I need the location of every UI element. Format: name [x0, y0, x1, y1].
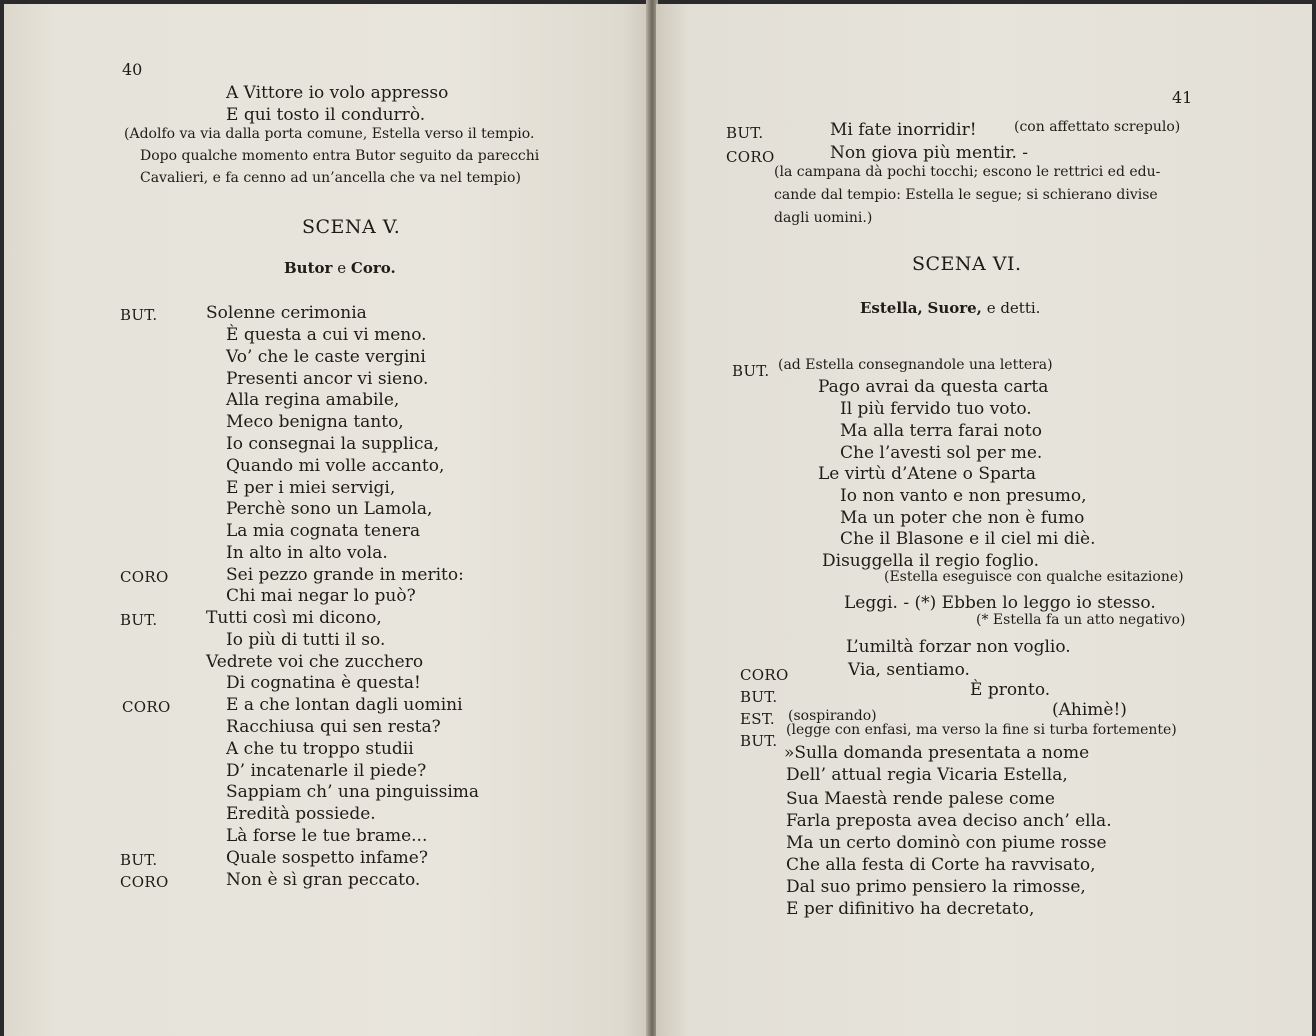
verse-line: Disuggella il regio foglio. [822, 551, 1040, 571]
verse-line: Alla regina amabile, [226, 390, 400, 410]
verse-line: Racchiusa qui sen resta? [226, 717, 441, 737]
speaker-label: BUT. [740, 732, 778, 750]
speaker-label: BUT. [120, 611, 158, 629]
aside-direction: (con affettato screpulo) [1014, 119, 1181, 135]
verse-line: A Vittore io volo appresso [226, 83, 449, 103]
speaker-label: BUT. [120, 851, 158, 869]
verse-line: Sei pezzo grande in merito: [226, 565, 464, 585]
speaker-label: CORO [120, 568, 169, 586]
right-page [656, 4, 1312, 1036]
verse-line: Pago avrai da questa carta [818, 377, 1049, 397]
stage-direction: (* Estella fa un atto negativo) [976, 612, 1186, 628]
verse-line: Dal suo primo pensiero la rimosse, [786, 877, 1086, 897]
stage-direction: Cavalieri, e fa cenno ad un’ancella che va nel tempio) [140, 170, 521, 186]
verse-line: Io consegnai la supplica, [226, 434, 439, 454]
page-number: 41 [1172, 88, 1193, 107]
verse-line: E per difinitivo ha decretato, [786, 899, 1035, 919]
verse-line: E per i miei servigi, [226, 478, 396, 498]
verse-line: La mia cognata tenera [226, 521, 421, 541]
stage-direction: (ad Estella consegnandole una lettera) [778, 357, 1053, 373]
left-page [4, 4, 648, 1036]
verse-line: Non giova più mentir. - [830, 143, 1029, 163]
verse-line: L’umiltà forzar non voglio. [846, 637, 1071, 657]
verse-line: Ma un poter che non è fumo [840, 508, 1085, 528]
verse-line: Io non vanto e non presumo, [840, 486, 1087, 506]
verse-line: Ma alla terra farai noto [840, 421, 1042, 441]
verse-line: D’ incatenarle il piede? [226, 761, 427, 781]
verse-line: Meco benigna tanto, [226, 412, 404, 432]
verse-line: Il più fervido tuo voto. [840, 399, 1032, 419]
verse-line: Di cognatina è questa! [226, 673, 421, 693]
verse-line: Dell’ attual regia Vicaria Estella, [786, 765, 1068, 785]
speaker-label: BUT. [732, 362, 770, 380]
speaker-label: CORO [740, 666, 789, 684]
speaker-label: CORO [120, 873, 169, 891]
characters-line: Estella, Suore, e detti. [860, 299, 1041, 317]
verse-line: Sua Maestà rende palese come [786, 789, 1055, 809]
verse-line: In alto in alto vola. [226, 543, 388, 563]
verse-line: È questa a cui vi meno. [226, 325, 427, 345]
verse-line: Vedrete voi che zucchero [206, 652, 424, 672]
speaker-label: BUT. [726, 124, 764, 142]
verse-line: È pronto. [970, 680, 1051, 700]
verse-line: Vo’ che le caste vergini [226, 347, 426, 367]
stage-direction: (legge con enfasi, ma verso la fine si turba fortemente) [786, 722, 1177, 738]
speaker-label: CORO [726, 148, 775, 166]
verse-line: E a che lontan dagli uomini [226, 695, 463, 715]
stage-direction: (sospirando) [788, 708, 877, 724]
speaker-label: BUT. [740, 688, 778, 706]
verse-line: Io più di tutti il so. [226, 630, 386, 650]
verse-line: Leggi. - (*) Ebben lo leggo io stesso. [844, 593, 1156, 613]
speaker-label: BUT. [120, 306, 158, 324]
verse-line: Via, sentiamo. [848, 660, 970, 680]
stage-direction: dagli uomini.) [774, 210, 873, 226]
verse-line: Farla preposta avea deciso anch’ ella. [786, 811, 1112, 831]
speaker-label: EST. [740, 710, 775, 728]
verse-line: Che alla festa di Corte ha ravvisato, [786, 855, 1096, 875]
verse-line: »Sulla domanda presentata a nome [784, 743, 1090, 763]
speaker-label: CORO [122, 698, 171, 716]
verse-line: A che tu troppo studii [226, 739, 414, 759]
verse-line: Chi mai negar lo può? [226, 586, 416, 606]
stage-direction: (Estella eseguisce con qualche esitazione) [884, 569, 1184, 585]
stage-direction: Dopo qualche momento entra Butor seguito da parecchi [140, 148, 540, 164]
verse-line: Mi fate inorridir! [830, 120, 977, 140]
verse-line: Solenne cerimonia [206, 303, 367, 323]
scene-title: SCENA V. [302, 216, 401, 238]
verse-line: Che l’avesti sol per me. [840, 443, 1043, 463]
verse-line: Non è sì gran peccato. [226, 870, 421, 890]
scene-title: SCENA VI. [912, 253, 1022, 275]
characters-line: Butor e Coro. [284, 259, 396, 277]
verse-line: Presenti ancor vi sieno. [226, 369, 429, 389]
verse-line: Le virtù d’Atene o Sparta [818, 464, 1037, 484]
verse-line: Quale sospetto infame? [226, 848, 428, 868]
verse-line: (Ahimè!) [1052, 700, 1127, 720]
verse-line: Perchè sono un Lamola, [226, 499, 433, 519]
verse-line: Eredità possiede. [226, 804, 376, 824]
stage-direction: (Adolfo va via dalla porta comune, Estella verso il tempio. [124, 126, 535, 142]
page-number: 40 [122, 60, 143, 79]
verse-line: Che il Blasone e il ciel mi diè. [840, 529, 1096, 549]
verse-line: Tutti così mi dicono, [206, 608, 382, 628]
verse-line: Quando mi volle accanto, [226, 456, 445, 476]
stage-direction: cande dal tempio: Estella le segue; si schierano divise [774, 187, 1158, 203]
verse-line: E qui tosto il condurrò. [226, 105, 426, 125]
verse-line: Sappiam ch’ una pinguissima [226, 782, 480, 802]
stage-direction: (la campana dà pochi tocchi; escono le rettrici ed edu- [774, 164, 1161, 180]
verse-line: Là forse le tue brame... [226, 826, 428, 846]
verse-line: Ma un certo dominò con piume rosse [786, 833, 1107, 853]
